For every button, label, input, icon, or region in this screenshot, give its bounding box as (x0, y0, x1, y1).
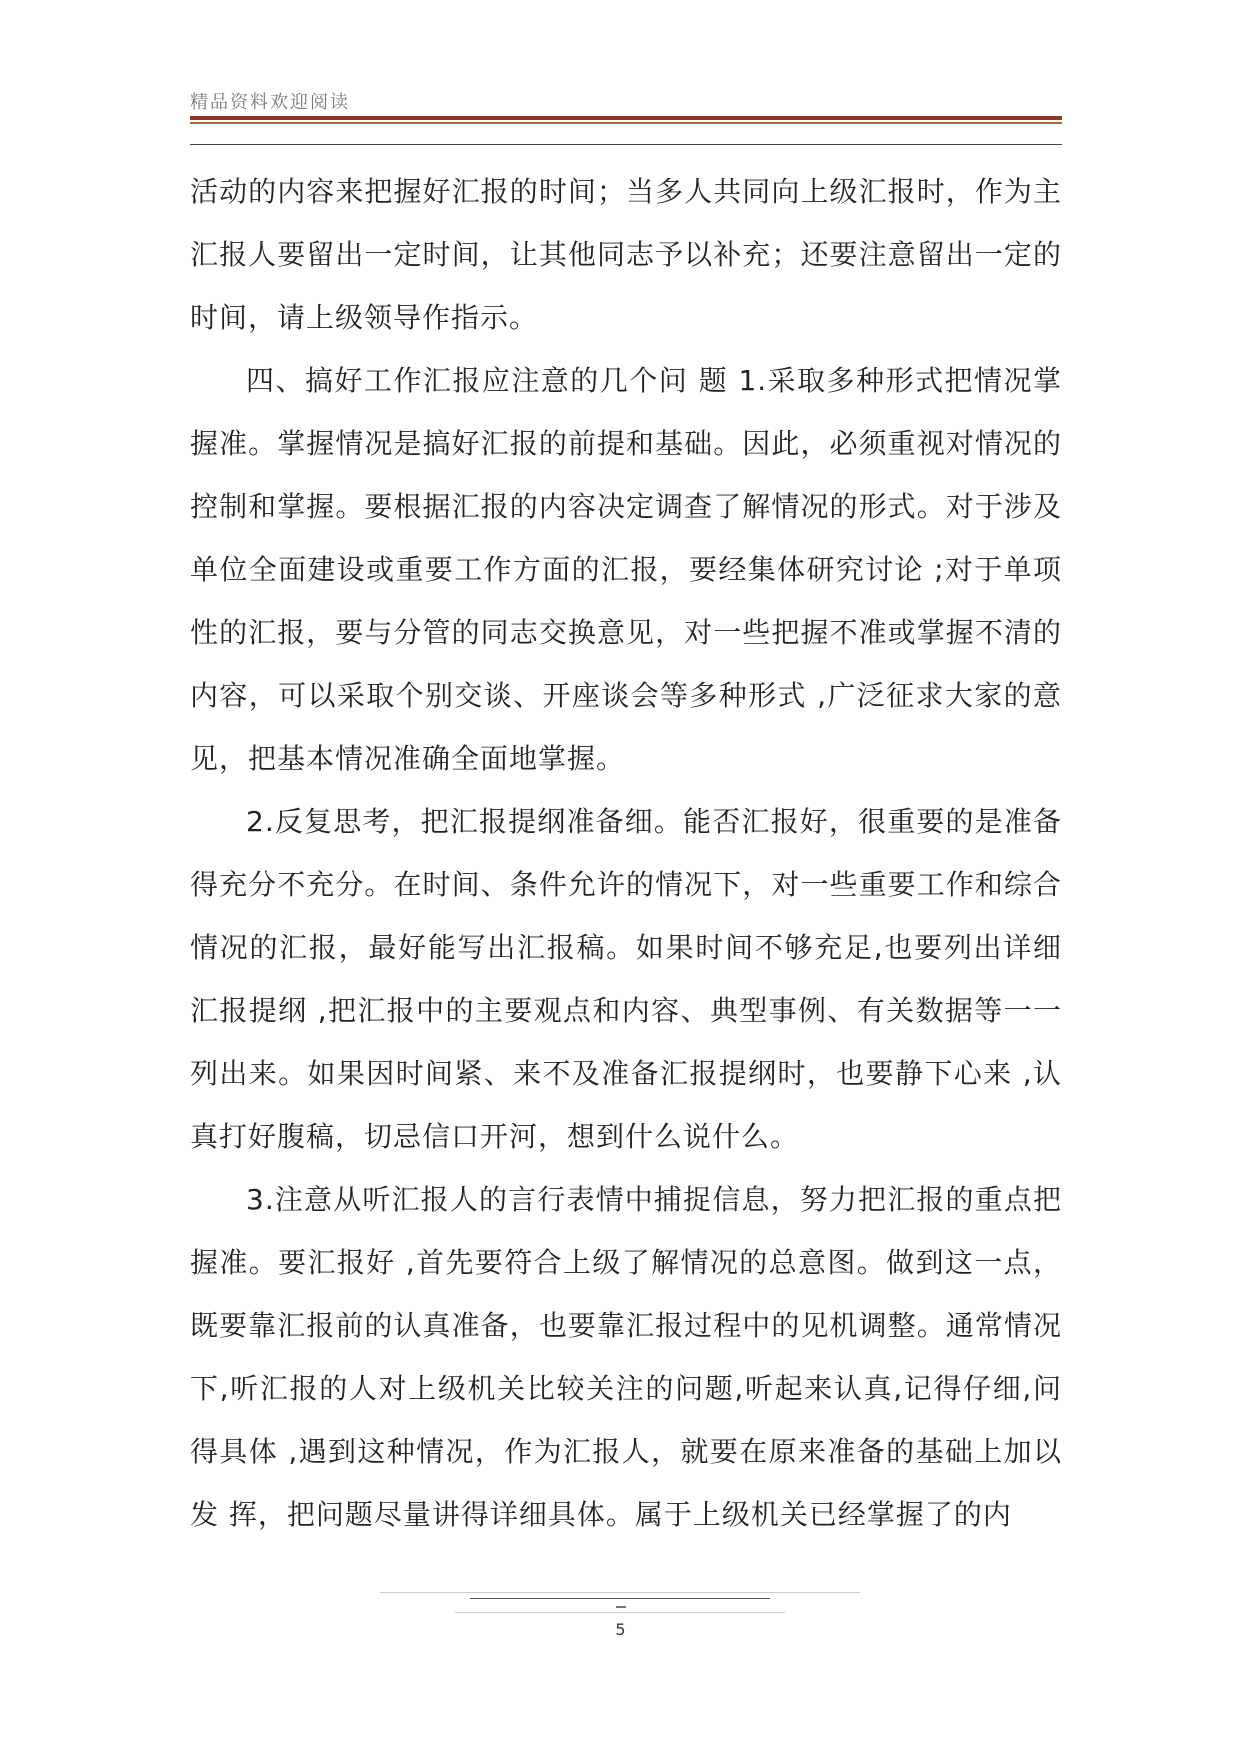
header-rule-under (190, 144, 1062, 145)
footer-line-outer (380, 1592, 860, 1593)
paragraph-item-two: 2.反复思考，把汇报提纲准备细。能否汇报好，很重要的是准备得充分不充分。在时间、条件允许的情况下，对一些重要工作和综合情况的汇报，最好能写出汇报稿。如果时间不够充足,也要列出详细汇报提纲 ,把汇报中的主要观点和内容、典型事例、有关数据等一一列出来。如果因时间紧、来不及准备汇报提纲时，也要静下心来 ,认真打好腹稿，切忌信口开河，想到什么说什么。 (190, 805, 1062, 1153)
footer-line-lower (455, 1612, 785, 1613)
header-rule-thick (190, 116, 1062, 120)
paragraph-continuation: 活动的内容来把握好汇报的时间；当多人共同向上级汇报时，作为主汇报人要留出一定时间，让其他同志予以补充；还要注意留出一定的时间，请上级领导作指示。 (190, 175, 1062, 334)
paragraph-section-four: 四、搞好工作汇报应注意的几个问 题 1.采取多种形式把情况掌握准。掌握情况是搞好汇报的前提和基础。因此，必须重视对情况的控制和掌握。要根据汇报的内容决定调查了解情况的形式。对于涉及单位全面建设或重要工作方面的汇报，要经集体研究讨论 ;对于单项性的汇报，要与分管的同志交换意见，对一些把握不准或掌握不清的内容，可以采取个别交谈、开座谈会等多种形式 ,广泛征求大家的意见，把基本情况准确全面地掌握。 (190, 364, 1062, 775)
paragraph-item-three: 3.注意从听汇报人的言行表情中捕捉信息，努力把汇报的重点把握准。要汇报好 ,首先要符合上级了解情况的总意图。做到这一点，既要靠汇报前的认真准备，也要靠汇报过程中的见机调整。通常情况下,听汇报的人对上级机关比较关注的问题,听起来认真,记得仔细,问得具体 ,遇到这种情况，作为汇报人，就要在原来准备的基础上加以发 挥，把问题尽量讲得详细具体。属于上级机关已经掌握了的内 (190, 1183, 1062, 1531)
header-rule-thin (190, 122, 1062, 124)
header-title: 精品资料欢迎阅读 (190, 92, 350, 113)
page-number: 5 (615, 1620, 626, 1639)
footer-line-dark (470, 1598, 770, 1599)
document-body (190, 160, 1062, 1546)
footer-mark (616, 1606, 626, 1608)
